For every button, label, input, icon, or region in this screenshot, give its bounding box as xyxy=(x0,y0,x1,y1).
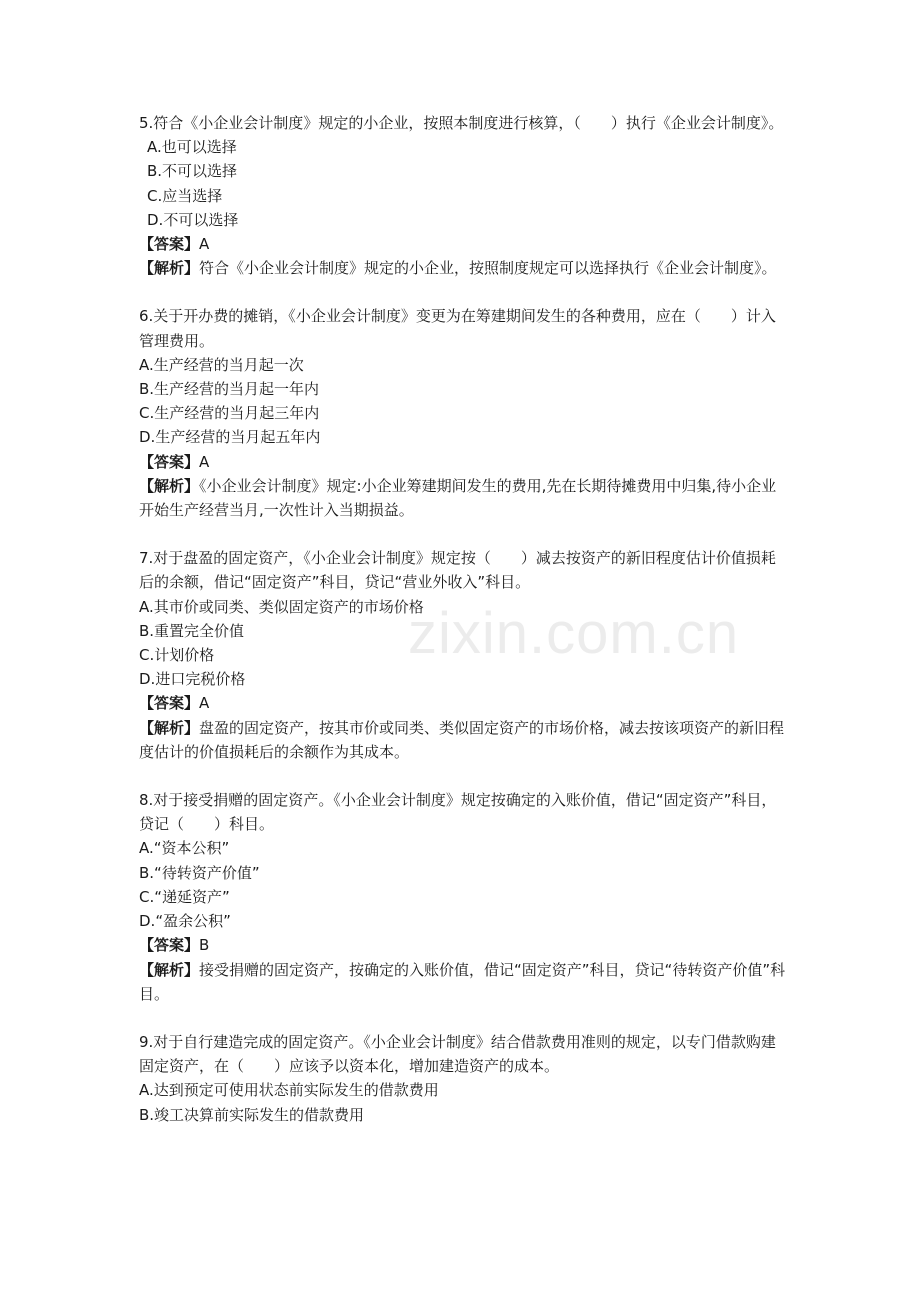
question-7 xyxy=(139,546,789,764)
option-b: B.竣工决算前实际发生的借款费用 xyxy=(139,1105,365,1124)
answer-line xyxy=(139,450,789,474)
option-a: A.其市价或同类、类似固定资产的市场价格 xyxy=(139,597,424,616)
answer-label: 【答案】 xyxy=(139,936,200,955)
explanation-text: 符合《小企业会计制度》规定的小企业，按照制度规定可以选择执行《企业会计制度》。 xyxy=(199,259,777,278)
option-c: C.“递延资产” xyxy=(139,887,230,906)
question-6 xyxy=(139,304,789,522)
question-stem: 7.对于盘盈的固定资产，《小企业会计制度》规定按（ ）减去按资产的新旧程度估计价值损耗后的余额，借记“固定资产”科目，贷记“营业外收入”科目。 xyxy=(139,549,776,592)
explanation-label: 【解析】 xyxy=(139,259,200,278)
explanation-text: 盘盈的固定资产，按其市价或同类、类似固定资产的市场价格，减去按该项资产的新旧程度估计的价值损耗后的余额作为其成本。 xyxy=(139,718,785,761)
option-d: D.生产经营的当月起五年内 xyxy=(139,428,321,447)
question-stem: 9.对于自行建造完成的固定资产。《小企业会计制度》结合借款费用准则的规定，以专门借款购建固定资产，在（ ）应该予以资本化，增加建造资产的成本。 xyxy=(139,1032,776,1076)
option-d: D.进口完税价格 xyxy=(139,670,246,689)
option-d: D.“盈余公积” xyxy=(139,912,231,931)
watermark: zixin.com.cn xyxy=(408,601,740,666)
question-stem: 8.对于接受捐赠的固定资产。《小企业会计制度》规定按确定的入账价值，借记“固定资产”科目，贷记（ ）科目。 xyxy=(139,791,777,834)
option-b: B.生产经营的当月起一年内 xyxy=(139,380,320,399)
question-5 xyxy=(139,111,789,280)
question-stem: 5.符合《小企业会计制度》规定的小企业，按照本制度进行核算，（ ）执行《企业会计制度》。 xyxy=(139,114,784,132)
option-b: B.重置完全价值 xyxy=(139,621,245,640)
answer-line xyxy=(139,232,789,256)
option-b: B.“待转资产价值” xyxy=(139,863,260,882)
option-c: C.应当选择 xyxy=(147,186,223,205)
answer-value: B xyxy=(199,936,210,955)
document-body xyxy=(139,111,789,1151)
explanation-label: 【解析】 xyxy=(139,476,200,495)
option-a: A.生产经营的当月起一次 xyxy=(139,355,304,374)
question-stem: 6.关于开办费的摊销，《小企业会计制度》变更为在筹建期间发生的各种费用，应在（ ）计入管理费用。 xyxy=(139,307,776,350)
question-8 xyxy=(139,788,789,1006)
answer-value: A xyxy=(199,452,210,471)
explanation-label: 【解析】 xyxy=(139,960,200,979)
option-c: C.计划价格 xyxy=(139,646,215,665)
question-9 xyxy=(139,1030,789,1127)
answer-line xyxy=(139,691,789,715)
explanation-line xyxy=(139,474,789,522)
explanation-line xyxy=(139,256,789,280)
option-a: A.“资本公积” xyxy=(139,839,230,858)
explanation-text: 《小企业会计制度》规定:小企业筹建期间发生的费用,先在长期待摊费用中归集,待小企业开始生产经营当月,一次性计入当期损益。 xyxy=(139,476,777,520)
explanation-line xyxy=(139,716,789,764)
option-d: D.不可以选择 xyxy=(147,210,239,229)
explanation-label: 【解析】 xyxy=(139,718,200,737)
answer-label: 【答案】 xyxy=(139,235,200,254)
answer-label: 【答案】 xyxy=(139,452,200,471)
answer-value: A xyxy=(199,235,210,254)
option-a: A.达到预定可使用状态前实际发生的借款费用 xyxy=(139,1081,439,1100)
explanation-text: 接受捐赠的固定资产，按确定的入账价值，借记“固定资产”科目，贷记“待转资产价值”科目。 xyxy=(139,960,786,1003)
option-a: A.也可以选择 xyxy=(147,138,237,157)
option-c: C.生产经营的当月起三年内 xyxy=(139,404,320,423)
answer-line xyxy=(139,933,789,957)
explanation-line xyxy=(139,958,789,1006)
option-b: B.不可以选择 xyxy=(147,162,238,181)
answer-value: A xyxy=(199,694,210,713)
answer-label: 【答案】 xyxy=(139,694,200,713)
